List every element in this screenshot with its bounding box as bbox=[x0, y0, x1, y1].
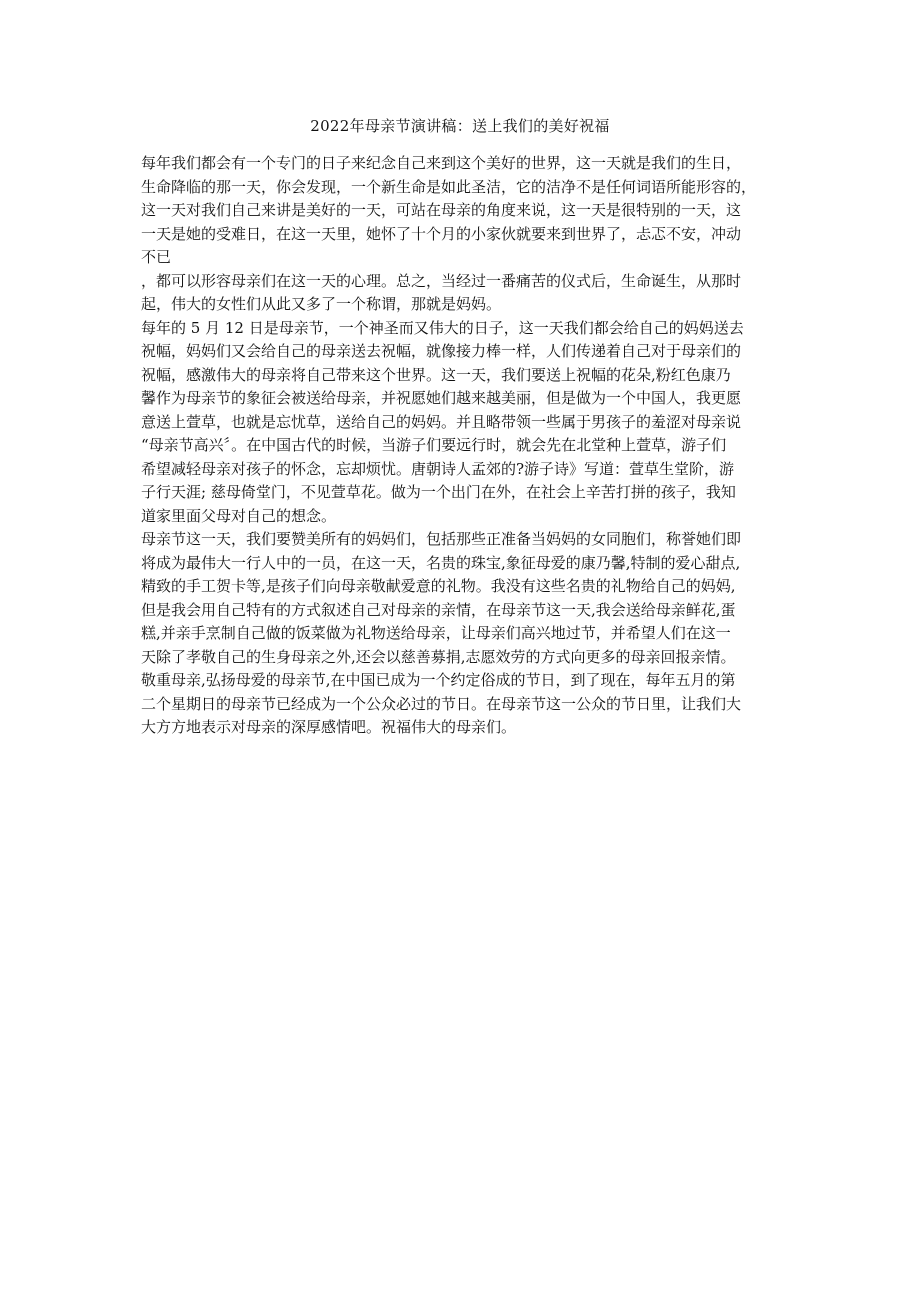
body-text-line: 生命降临的那一天，你会发现，一个新生命是如此圣洁，它的洁净不是任何词语所能形容的， bbox=[141, 177, 757, 196]
body-text-line: 母亲节这一天，我们要赞美所有的妈妈们，包括那些正准备当妈妈的女同胞们，称誉她们即 bbox=[141, 530, 742, 548]
body-text-line: 每年的 5 月 12 日是母亲节，一个神圣而又伟大的日子，这一天我们都会给自己的妈妈送去 bbox=[141, 318, 744, 337]
body-text-line: 但是我会用自己特有的方式叙述自己对母亲的亲情，在母亲节这一天,我会送给母亲鲜花,蛋 bbox=[141, 600, 736, 619]
body-text-line: 祝幅，妈妈们又会给自己的母亲送去祝幅，就像接力棒一样，人们传递着自己对于母亲们的 bbox=[141, 342, 742, 360]
body-text-line: 希望减轻母亲对孩子的怀念，忘却烦忧。唐朝诗人孟郊的?游子诗》写道：萱草生堂阶，游 bbox=[141, 459, 735, 478]
body-text-line: 糕,并亲手烹制自己做的饭菜做为礼物送给母亲，让母亲们高兴地过节，并希望人们在这一 bbox=[141, 624, 731, 642]
body-text-line: 不已 bbox=[141, 248, 172, 266]
body-text-line: 将成为最伟大一行人中的一员，在这一天，名贵的珠宝,象征母爱的康乃馨,特制的爱心甜点, bbox=[141, 553, 741, 572]
body-text-line: 这一天对我们自己来讲是美好的一天，可站在母亲的角度来说，这一天是很特别的一天，这 bbox=[141, 201, 742, 219]
body-text-line: 敬重母亲,弘扬母爱的母亲节,在中国已成为一个约定俗成的节日，到了现在，每年五月的第 bbox=[141, 671, 736, 689]
body-text-line: 祝幅，感激伟大的母亲将自己带来这个世界。这一天，我们要送上祝幅的花朵,粉红色康乃 bbox=[141, 365, 731, 384]
body-text-line: 每年我们都会有一个专门的日子来纪念自己来到这个美好的世界，这一天就是我们的生日， bbox=[141, 154, 742, 172]
body-text-line: 大方方地表示对母亲的深厚感情吧。祝福伟大的母亲们。 bbox=[141, 718, 517, 736]
body-text-line: 道家里面父母对自己的想念。 bbox=[141, 506, 337, 525]
document-body bbox=[141, 152, 789, 740]
body-text-line: ，都可以形容母亲们在这一天的心理。总之，当经过一番痛苦的仪式后，生命诞生，从那时 bbox=[141, 271, 742, 290]
body-text-line: 一天是她的受难日，在这一天里，她怀了十个月的小家伙就要来到世界了，忐忑不安，冲动 bbox=[141, 224, 742, 243]
body-text-line: 意送上萱草，也就是忘忧草，送给自己的妈妈。并且略带领一些属于男孩子的羞涩对母亲说 bbox=[141, 412, 742, 431]
body-text-line: 子行天涯; 慈母倚堂门，不见萱草花。做为一个出门在外，在社会上辛苦打拼的孩子，我知 bbox=[141, 483, 736, 501]
body-text-line: 起，伟大的女性们从此又多了一个称谓，那就是妈妈。 bbox=[141, 295, 502, 313]
document-title: 2022年母亲节演讲稿：送上我们的美好祝福 bbox=[310, 117, 610, 135]
body-text-line: 二个星期日的母亲节已经成为一个公众必过的节日。在母亲节这一公众的节日里，让我们大 bbox=[141, 694, 742, 713]
body-text-line: 馨作为母亲节的象征会被送给母亲，并祝愿她们越来越美丽，但是做为一个中国人，我更愿 bbox=[141, 389, 742, 407]
body-text-line: 天除了孝敬自己的生身母亲之外,还会以慈善募捐,志愿效劳的方式向更多的母亲回报亲情。 bbox=[141, 647, 736, 666]
body-text-line: 精致的手工贺卡等,是孩子们向母亲敬献爱意的礼物。我没有这些名贵的礼物给自己的妈妈, bbox=[141, 577, 736, 595]
body-text-line: “母亲节高兴〞。在中国古代的时候，当游子们要远行时，就会先在北堂种上萱草，游子们 bbox=[141, 436, 727, 454]
